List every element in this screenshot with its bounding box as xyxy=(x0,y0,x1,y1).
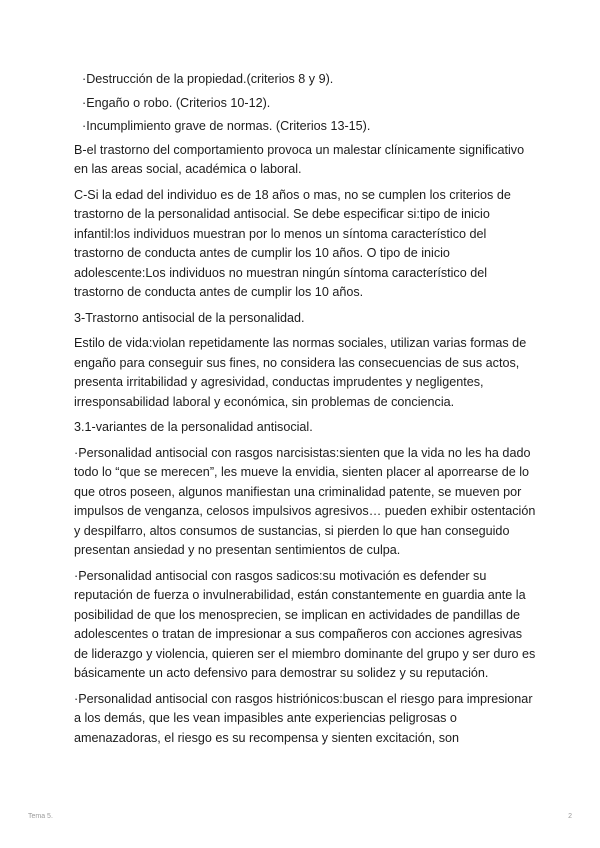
footer-label: Tema 5. xyxy=(28,813,53,820)
page-number: 2 xyxy=(568,813,572,820)
bullet-item: ·Engaño o robo. (Criterios 10-12). xyxy=(82,95,271,110)
paragraph: ·Personalidad antisocial con rasgos histriónicos:buscan el riesgo para impresionar a los demás, que les vean impasibles ante experiencias peligrosas o amenazadoras, el riesgo es su recompensa y sienten excitación, son xyxy=(74,691,533,745)
paragraph: Estilo de vida:violan repetidamente las normas sociales, utilizan varias formas de engaño para conseguir sus fines, no considera las consecuencias de sus actos, presenta irritabilidad y agresividad, conductas imprudentes y negligentes, irresponsabilidad laboral y económica, sin problemas de conciencia. xyxy=(74,336,527,409)
paragraph: B-el trastorno del comportamiento provoca un malestar clínicamente significativo en las areas social, académica o laboral. xyxy=(74,142,525,176)
paragraph: ·Personalidad antisocial con rasgos narcisistas:sienten que la vida no les ha dado todo lo “que se merecen”, les mueve la envidia, sienten placer al aporrearse de lo que otros poseen, algunos manifiestan una criminalidad patente, se mueven por impulsos de venganza, celosos impulsivos agresivos… pueden exhibir ostentación y despilfarro, altos consumos de sustancias, si pierden lo que han conseguido presentan ansiedad y no presentan sentimientos de culpa. xyxy=(74,445,536,557)
subsection-heading: 3.1-variantes de la personalidad antisocial. xyxy=(74,420,313,434)
bullet-item: ·Destrucción de la propiedad.(criterios 8 y 9). xyxy=(82,72,334,86)
paragraph: C-Si la edad del individuo es de 18 años o mas, no se cumplen los criterios de trastorno de la personalidad antisocial. Se debe especificar si:tipo de inicio infantil:los individuos muestran por lo menos un síntoma característico del trastorno de conducta antes de cumplir los 10 años. O tipo de inicio adolescente:Los individuos no muestran ningún síntoma característico del trastorno de conducta antes de cumplir los 10 años. xyxy=(74,187,511,299)
document-body xyxy=(74,70,536,754)
bullet-item: ·Incumplimiento grave de normas. (Criterios 13-15). xyxy=(82,119,371,133)
section-heading: 3-Trastorno antisocial de la personalidad. xyxy=(74,310,305,325)
paragraph: ·Personalidad antisocial con rasgos sadicos:su motivación es defender su reputación de fuerza o invulnerabilidad, están constantemente en guardia ante la posibilidad de que los menosprecien, se implican en actividades de pandillas de adolescentes o tratan de impresionar a sus compañeros con acciones agresivas de liderazgo y violencia, quieren ser el miembro dominante del grupo y ser duro es básicamente un acto defensivo para demostrar su solidez y su reputación. xyxy=(74,568,536,680)
